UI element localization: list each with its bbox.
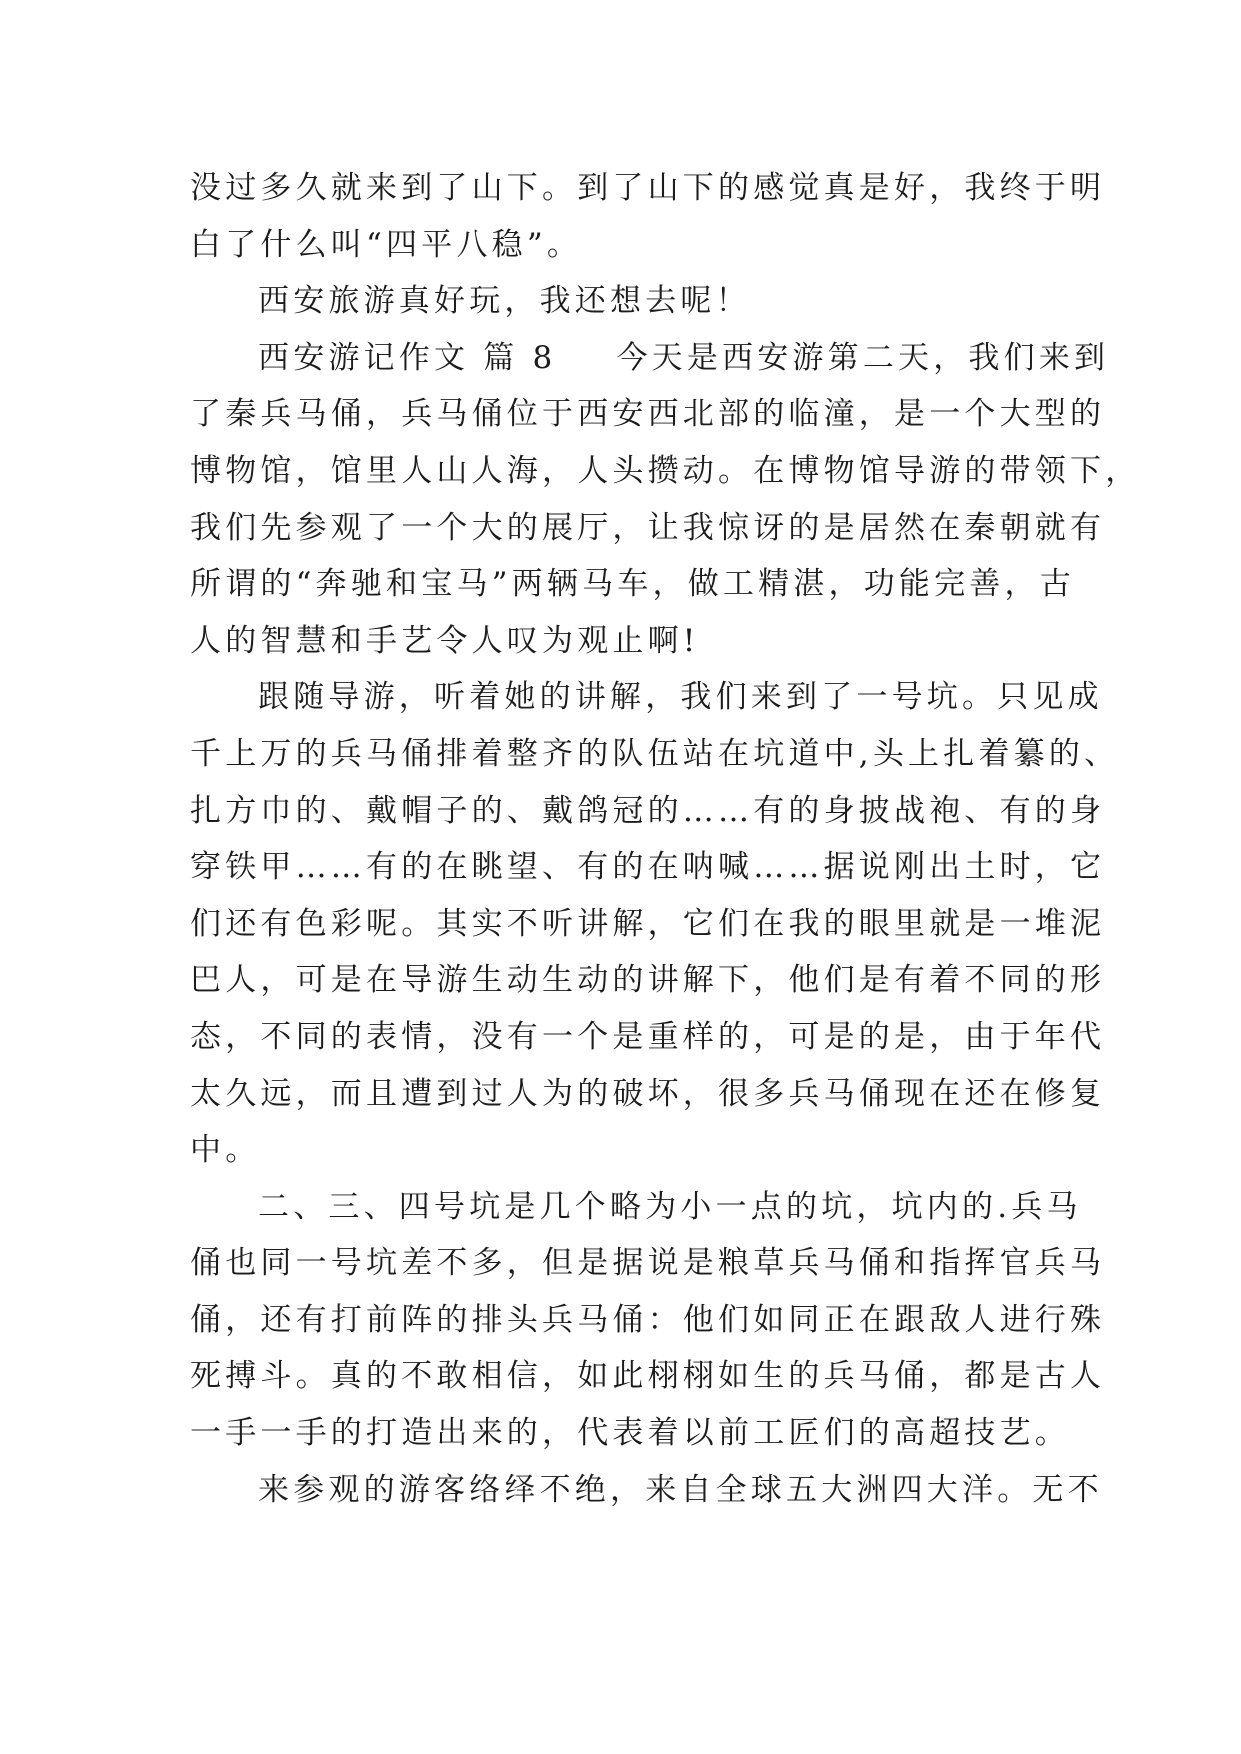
text-line: 巴人，可是在导游生动生动的讲解下，他们是有着不同的形 [190,962,1106,999]
text-line: 态，不同的表情，没有一个是重样的，可是的是，由于年代 [190,1018,1106,1055]
text-line: 死搏斗。真的不敢相信，如此栩栩如生的兵马俑，都是古人 [190,1358,1106,1395]
text-line: 西安旅游真好玩，我还想去呢！ [258,283,751,320]
text-line: 博物馆，馆里人山人海，人头攒动。在博物馆导游的带领下， [190,452,1141,489]
text-line: 没过多久就来到了山下。到了山下的感觉真是好，我终于明 [190,170,1106,206]
text-line: 穿铁甲……有的在眺望、有的在呐喊……据说刚出土时，它 [190,849,1106,886]
text-line: 我们先参观了一个大的展厅，让我惊讶的是居然在秦朝就有 [190,509,1106,546]
text-line: 跟随导游，听着她的讲解，我们来到了一号坑。只见成 [258,679,1103,716]
text-line: 俑，还有打前阵的排头兵马俑：他们如同正在跟敌人进行殊 [190,1301,1106,1338]
text-line: 来参观的游客络绎不绝，来自全球五大洲四大洋。无不 [258,1471,1103,1508]
text-line: 一手一手的打造出来的，代表着以前工匠们的高超技艺。 [190,1415,1070,1452]
text-line: 太久远，而且遭到过人为的破坏，很多兵马俑现在还在修复 [190,1075,1106,1112]
text-line: 中。 [190,1132,261,1169]
document-body [190,160,1141,1518]
text-line: 了秦兵马俑，兵马俑位于西安西北部的临潼，是一个大型的 [190,396,1106,433]
text-line: 所谓的“奔驰和宝马”两辆马车，做工精湛，功能完善，古 [190,566,1075,603]
text-line: 二、三、四号坑是几个略为小一点的坑，坑内的.兵马 [258,1188,1082,1225]
text-line-continuation: 今天是西安游第二天，我们来到 [616,339,1110,376]
section-heading: 西安游记作文 篇 8 [258,339,557,376]
text-line: 们还有色彩呢。其实不听讲解，它们在我的眼里就是一堆泥 [190,905,1106,942]
text-line: 俑也同一号坑差不多，但是据说是粮草兵马俑和指挥官兵马 [190,1245,1106,1282]
text-line: 白了什么叫“四平八稳”。 [190,226,583,263]
section-heading-line [190,330,1110,387]
text-line: 人的智慧和手艺令人叹为观止啊! [190,622,700,659]
text-line: 千上万的兵马俑排着整齐的队伍站在坑道中,头上扎着纂的、 [190,735,1120,772]
text-line: 扎方巾的、戴帽子的、戴鸽冠的……有的身披战袍、有的身 [190,792,1106,829]
